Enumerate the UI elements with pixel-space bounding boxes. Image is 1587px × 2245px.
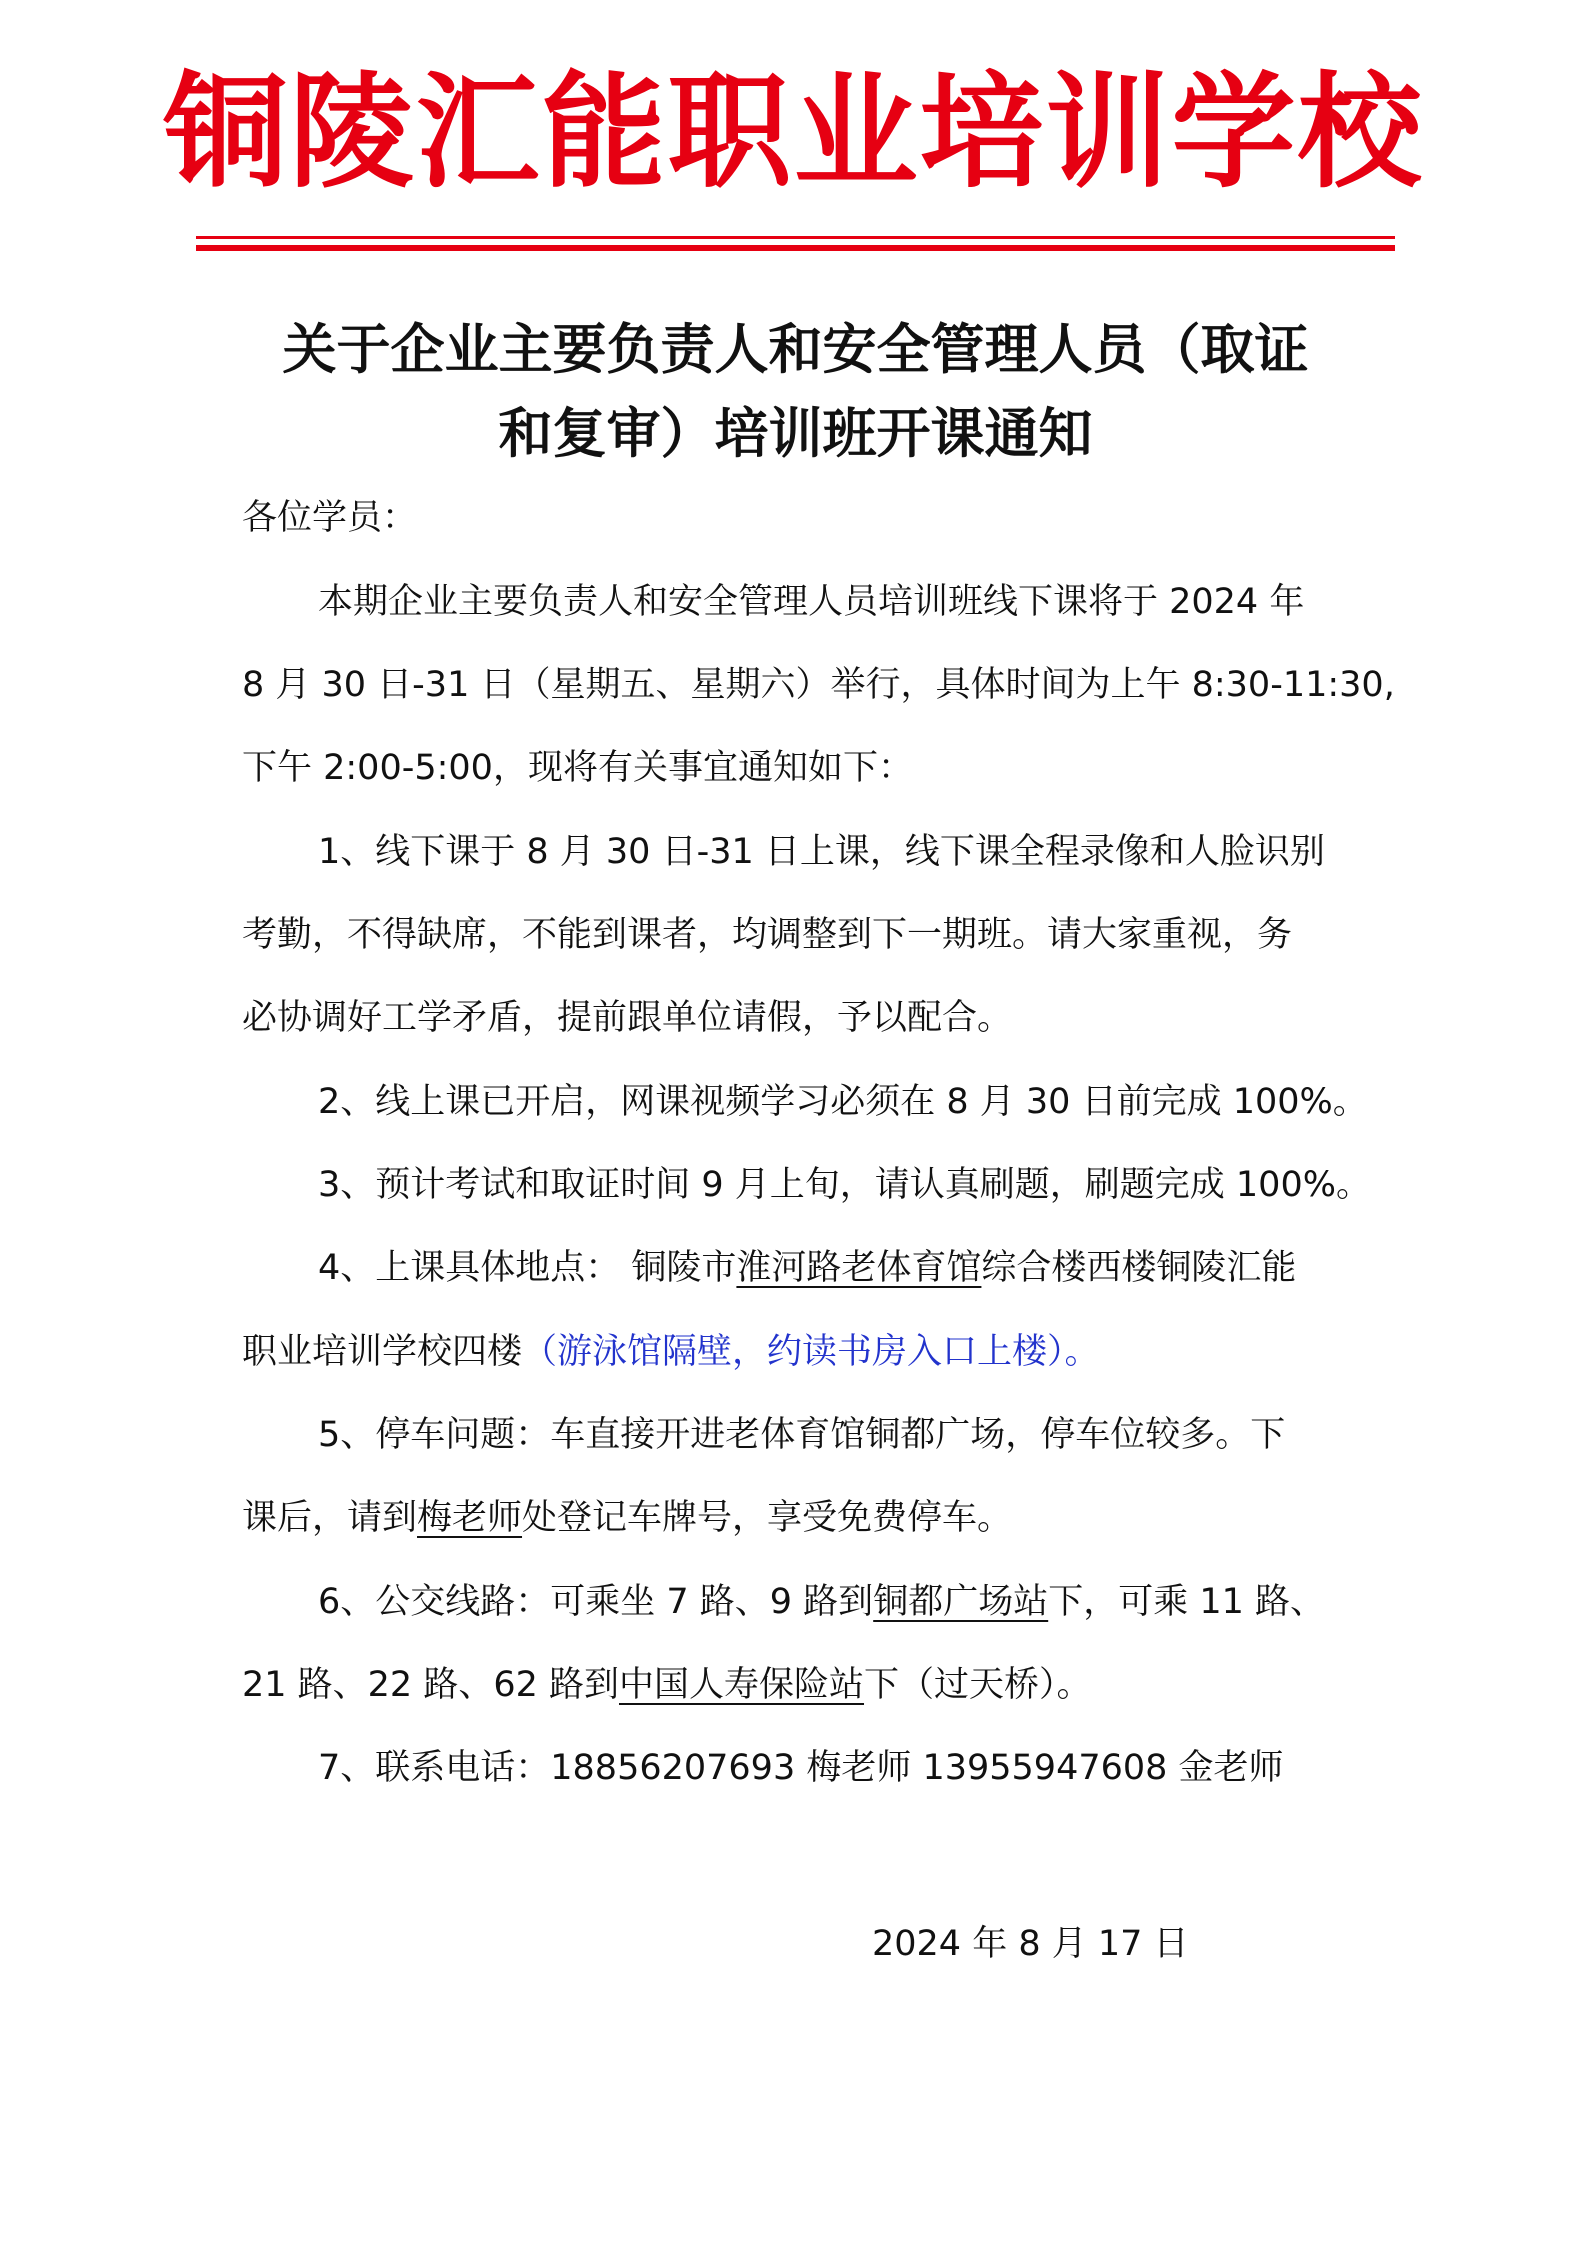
venue-link: 淮河路老体育馆 (736, 1248, 982, 1288)
item-4-line-1 (318, 1240, 1296, 1296)
item-4-line-2-prefix: 职业培训学校四楼 (242, 1332, 523, 1372)
item-6-line-2-prefix: 21 路、22 路、62 路到 (242, 1665, 619, 1705)
item-4-suffix: 综合楼西楼铜陵汇能 (981, 1248, 1297, 1288)
bus-stop-2: 中国人寿保险站 (619, 1665, 865, 1705)
intro-line-3: 下午 2:00-5:00，现将有关事宜通知如下： (242, 748, 913, 788)
item-1-line-3: 必协调好工学矛盾，提前跟单位请假，予以配合。 (242, 998, 1013, 1038)
item-1-line-1: 1、线下课于 8 月 30 日-31 日上课，线下课全程录像和人脸识别 (318, 832, 1325, 872)
location-note: （游泳馆隔壁，约读书房入口上楼）。 (522, 1332, 1100, 1372)
document-title-line-1: 关于企业主要负责人和安全管理人员（取证 (282, 317, 1309, 381)
item-2: 2、线上课已开启，网课视频学习必须在 8 月 30 日前完成 100%。 (318, 1082, 1368, 1122)
intro-line-1: 本期企业主要负责人和安全管理人员培训班线下课将于 2024 年 (318, 582, 1305, 622)
school-name-header: 铜陵汇能职业培训学校 (163, 61, 1424, 205)
salutation: 各位学员： (242, 498, 418, 538)
bus-stop-1: 铜都广场站 (873, 1582, 1049, 1622)
item-6-prefix: 6、公交线路：可乘坐 7 路、9 路到 (318, 1582, 874, 1622)
intro-line-2: 8 月 30 日-31 日（星期五、星期六）举行，具体时间为上午 8:30-11:30, (242, 665, 1395, 705)
item-3: 3、预计考试和取证时间 9 月上旬，请认真刷题，刷题完成 100%。 (318, 1165, 1371, 1205)
header-divider-thin (196, 236, 1395, 239)
teacher-name: 梅老师 (417, 1498, 523, 1538)
item-5-line-2-prefix: 课后，请到 (242, 1498, 418, 1538)
item-6-line-2 (242, 1657, 1092, 1713)
document-title-line-2: 和复审）培训班开课通知 (498, 401, 1093, 465)
item-7-contact: 7、联系电话：18856207693 梅老师 13955947608 金老师 (318, 1748, 1284, 1788)
item-1-line-2: 考勤，不得缺席，不能到课者，均调整到下一期班。请大家重视，务 (242, 915, 1293, 955)
item-6-line-2-suffix: 下（过天桥）。 (864, 1665, 1092, 1705)
item-5-line-2-suffix: 处登记车牌号，享受免费停车。 (522, 1498, 1013, 1538)
item-6-middle: 下，可乘 11 路、 (1048, 1582, 1325, 1622)
item-5-line-1: 5、停车问题：车直接开进老体育馆铜都广场，停车位较多。下 (318, 1415, 1286, 1455)
item-5-line-2 (242, 1490, 1012, 1546)
item-4-line-2 (242, 1324, 1100, 1380)
item-6-line-1 (318, 1574, 1325, 1630)
header-divider-thick (196, 245, 1395, 251)
item-4-prefix: 4、上课具体地点： 铜陵市 (318, 1248, 737, 1288)
issue-date: 2024 年 8 月 17 日 (872, 1924, 1189, 1964)
